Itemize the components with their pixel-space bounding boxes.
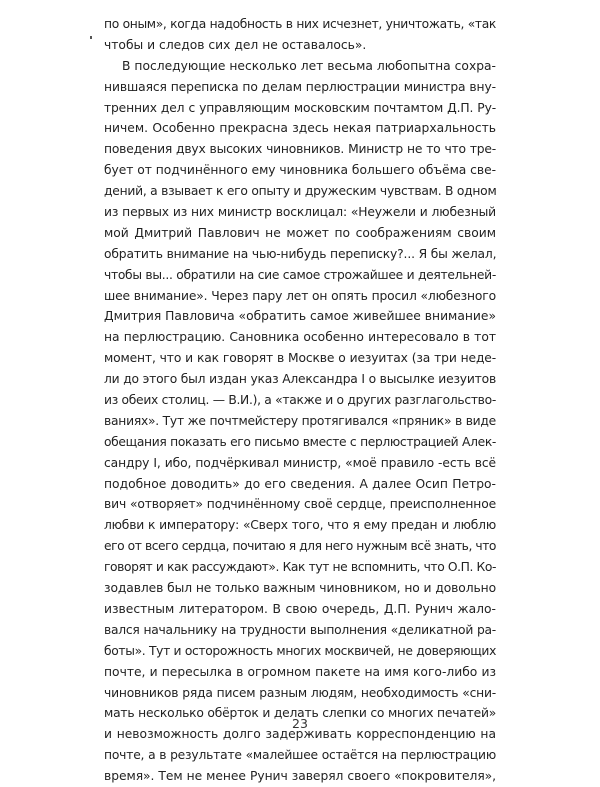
- text-line: вался начальнику на трудности выполнения «деликатной ра-: [104, 622, 496, 637]
- text-line: почте, а в результате «малейшее остаётся на перлюстрацию: [104, 748, 496, 763]
- text-line: почте, и пересылка в огромном пакете на имя кого-либо из: [104, 664, 496, 679]
- text-line: чтобы и следов сих дел не оставалось».: [104, 37, 367, 52]
- text-line: дений, а взывает к его опыту и дружеским чувствам. В одном: [104, 184, 497, 199]
- text-line: тренних дел с управляющим московским почтамтом Д.П. Ру-: [104, 100, 496, 115]
- text-line: зодавлев был не только важным чиновником, но и довольно: [104, 581, 496, 596]
- text-line: мой Дмитрий Павлович не может по соображениям своим: [104, 225, 496, 240]
- text-line: обратить внимание на чью-нибудь переписку?... Я бы желал,: [104, 246, 497, 261]
- margin-mark: [90, 36, 92, 39]
- text-line: ли до этого был издан указ Александра I о высылке иезуитов: [104, 372, 496, 387]
- text-line: по оным», когда надобность в них исчезнет, уничтожать, «так: [104, 17, 496, 31]
- text-line: чиновников ряда писем разным людям, необходимость «сни-: [104, 685, 496, 700]
- text-line: сандру I, ибо, подчёркивал министр, «моё правило -есть всё: [104, 455, 496, 470]
- text-line: вич «отворяет» подчинённому своё сердце, преисполненное: [104, 497, 496, 512]
- text-line: обещания показать его письмо вместе с перлюстрацией Алек-: [104, 434, 496, 449]
- text-line: на перлюстрацию. Сановника особенно интересовало в тот: [104, 330, 496, 345]
- text-line: В последующие несколько лет весьма любопытна сохра-: [122, 58, 496, 73]
- text-line: время». Тем не менее Рунич заверял своего «покровителя»,: [104, 769, 496, 784]
- text-line: поведения двух высоких чиновников. Министр не то что тре-: [104, 142, 496, 157]
- text-line: из первых из них министр восклицал: «Неужели и любезный: [104, 205, 496, 220]
- text-line: любви к императору: «Сверх того, что я ему предан и люблю: [104, 518, 496, 533]
- text-line: момент, что и как говорят в Москве о иезуитах (за три неде-: [104, 351, 496, 366]
- text-line: и невозможность долго задерживать корреспонденцию на: [104, 727, 496, 742]
- text-line: известным литератором. В свою очередь, Д.П. Рунич жало-: [104, 601, 496, 616]
- text-line: мать несколько обёрток и делать слепки со многих печатей»: [104, 706, 497, 721]
- text-line: его от всего сердца, почитаю я для него нужным всё знать, что: [104, 539, 496, 554]
- text-line: ничем. Особенно прекрасна здесь некая патриархальность: [104, 121, 496, 136]
- text-line: нившаяся переписка по делам перлюстрации министра вну-: [104, 79, 496, 94]
- text-line: шее внимание». Через пару лет он опять просил «любезного: [104, 288, 496, 303]
- page-number: 23: [292, 716, 308, 731]
- text-line: ваниях». Тут же почтмейстеру протягивался «пряник» в виде: [104, 413, 496, 428]
- text-line: чтобы вы... обратили на сие самое строжайшее и деятельней-: [104, 267, 496, 282]
- text-line: говорят и как рассуждают». Как тут не вспомнить, что О.П. Ко-: [104, 560, 496, 575]
- text-line: подобное доводить» до его сведения. А далее Осип Петро-: [104, 476, 496, 491]
- body-text: [104, 14, 496, 787]
- text-line: бует от подчинённого ему чиновника большего объёма све-: [104, 163, 496, 178]
- text-line: из обеих столиц. — В.И.), а «также и о других разглагольство-: [104, 393, 496, 408]
- text-line: боты». Тут и осторожность многих москвичей, не доверяющих: [104, 643, 496, 658]
- text-line: Дмитрия Павловича «обратить самое живейшее внимание»: [104, 309, 496, 324]
